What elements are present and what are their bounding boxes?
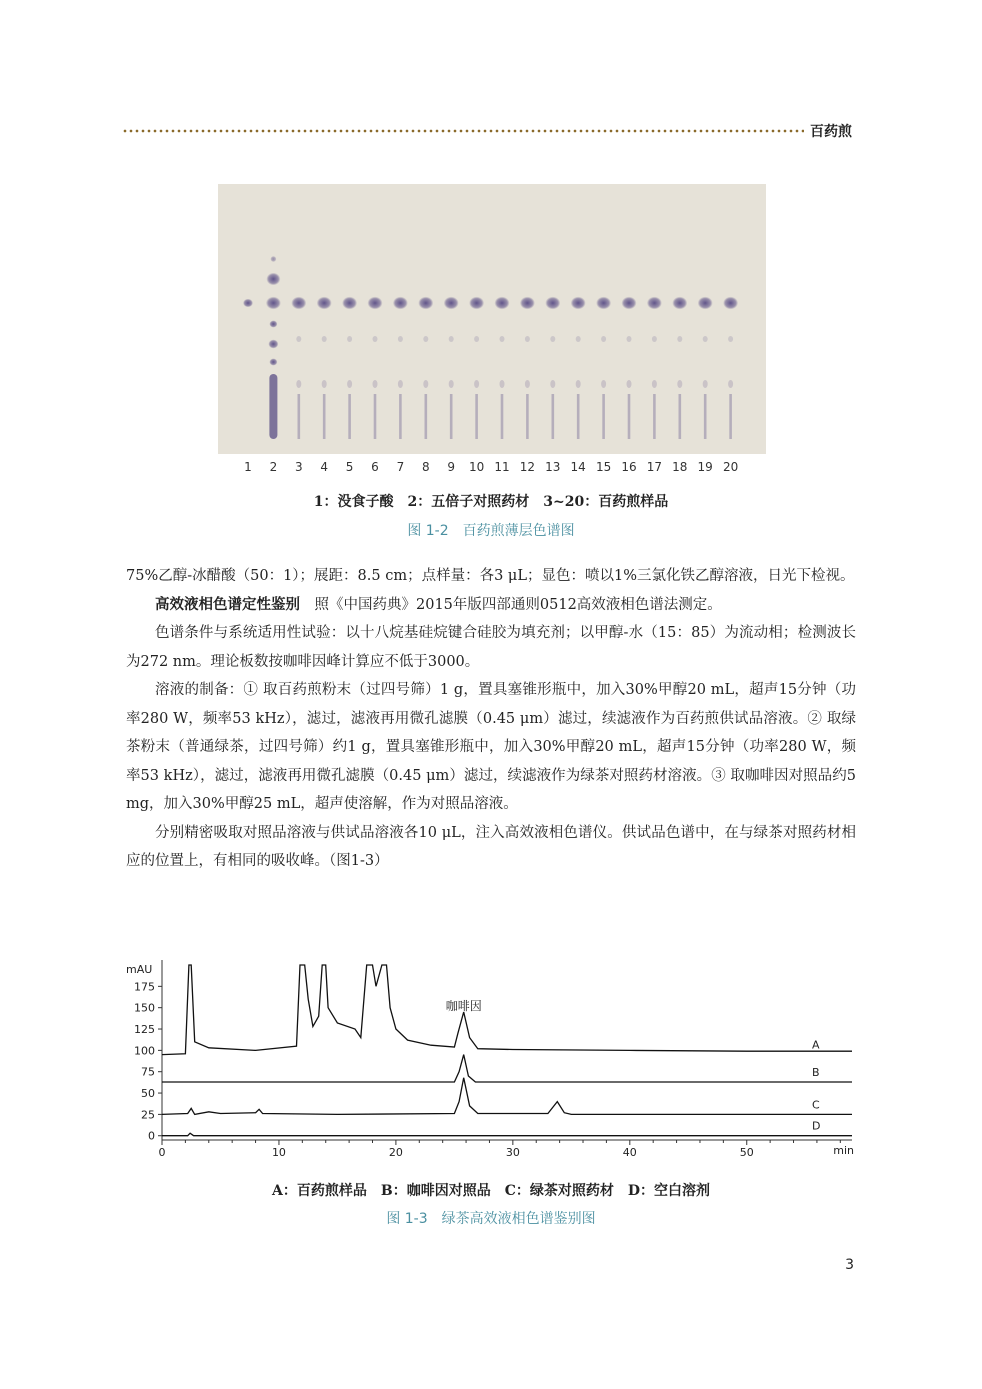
y-tick-label: 100: [134, 1044, 155, 1058]
tlc-streak: [704, 394, 707, 439]
lane-number: 4: [320, 460, 329, 474]
tlc-spot: [647, 297, 662, 310]
tlc-spot: [627, 380, 632, 388]
tlc-streak: [602, 394, 605, 439]
tlc-spot: [520, 297, 535, 310]
tlc-spot: [398, 336, 403, 342]
x-tick-label: 0: [158, 1146, 166, 1159]
tlc-spot: [398, 380, 403, 388]
lane-number: 20: [722, 460, 739, 474]
figure1-title: 图 1-2 百药煎薄层色谱图: [407, 523, 575, 539]
x-axis-label: min: [833, 1144, 854, 1157]
y-tick-label: 25: [141, 1108, 155, 1122]
tlc-spot: [270, 256, 276, 262]
tlc-streak: [628, 394, 631, 439]
tlc-plate: [218, 184, 766, 454]
tlc-spot: [627, 336, 632, 342]
y-tick-label: 50: [141, 1087, 155, 1101]
tlc-spot: [550, 380, 555, 388]
tlc-spot: [545, 297, 560, 310]
lane-number: 9: [447, 460, 456, 474]
paragraph-text: 照《中国药典》2015年版四部通则0512高效液相色谱法测定。: [300, 596, 722, 613]
tlc-spot: [601, 380, 606, 388]
x-tick-label: 20: [388, 1146, 403, 1159]
lane-number: 2: [269, 460, 278, 474]
tlc-spot: [393, 297, 408, 310]
lane-number: 13: [545, 460, 561, 474]
tlc-spot: [576, 380, 581, 388]
tlc-spot: [703, 380, 708, 388]
tlc-spot: [423, 380, 428, 388]
tlc-spot: [525, 380, 530, 388]
paragraph: [126, 591, 856, 620]
y-tick-label: 150: [134, 1001, 155, 1015]
tlc-streak: [374, 394, 377, 439]
lane-number: 11: [494, 460, 510, 474]
body-text: [126, 562, 856, 876]
tlc-spot: [243, 299, 253, 308]
tlc-spot: [728, 336, 733, 342]
lane-number: 12: [519, 460, 536, 474]
figure2-title: 图 1-3 绿茶高效液相色谱鉴别图: [386, 1211, 596, 1227]
tlc-spot: [347, 380, 352, 388]
tlc-spot: [500, 380, 505, 388]
hplc-chart: [120, 955, 865, 1170]
hplc-chromatogram: [120, 955, 865, 1170]
figure2-legend: A：百药煎样品 B：咖啡因对照品 C：绿茶对照药材 D：空白溶剂: [272, 1183, 710, 1199]
tlc-streak: [298, 394, 301, 439]
tlc-spot: [550, 336, 555, 342]
lane-number: 19: [697, 460, 713, 474]
tlc-streak: [552, 394, 555, 439]
tlc-streak: [501, 394, 504, 439]
tlc-spot: [601, 336, 606, 342]
series-label-C: C: [812, 1098, 820, 1112]
tlc-spot: [322, 336, 327, 342]
lane-number: 5: [345, 460, 354, 474]
series-line-B: [162, 1055, 852, 1082]
tlc-spot: [444, 297, 459, 310]
tlc-streak: [653, 394, 656, 439]
tlc-spot: [474, 380, 479, 388]
y-tick-label: 125: [134, 1023, 155, 1037]
lane-number: 14: [570, 460, 586, 474]
tlc-spot: [677, 380, 682, 388]
y-axis-label: mAU: [126, 963, 153, 976]
tlc-spot: [672, 297, 687, 310]
tlc-streak: [729, 394, 732, 439]
tlc-spot: [373, 380, 378, 388]
series-label-D: D: [812, 1119, 821, 1133]
tlc-spot: [500, 336, 505, 342]
tlc-streak: [348, 394, 351, 439]
series-label-A: A: [812, 1038, 820, 1052]
tlc-spot: [698, 297, 713, 310]
lane-number: 18: [672, 460, 688, 474]
tlc-spot: [474, 336, 479, 342]
plate-background: [218, 184, 766, 454]
tlc-spot: [469, 297, 484, 310]
y-tick-label: 175: [134, 980, 155, 994]
y-tick-label: 0: [148, 1129, 155, 1143]
series-line-A: [162, 965, 852, 1055]
series-line-C: [162, 1078, 852, 1115]
tlc-streak: [679, 394, 682, 439]
tlc-spot: [296, 380, 301, 388]
tlc-streak: [399, 394, 402, 439]
header-divider: [122, 129, 804, 133]
tlc-spot: [368, 297, 383, 310]
page-number: 3: [845, 1257, 854, 1273]
tlc-streak: [425, 394, 428, 439]
tlc-spot: [571, 297, 586, 310]
tlc-spot: [576, 336, 581, 342]
tlc-spot: [269, 358, 277, 365]
lane-number: 1: [244, 460, 252, 474]
lane-number: 3: [294, 460, 303, 474]
tlc-spot: [449, 380, 454, 388]
paragraph: 75%乙醇-冰醋酸（50：1）；展距：8.5 cm；点样量：各3 μL；显色：喷以1%三氯化铁乙醇溶液，日光下检视。: [126, 568, 855, 584]
tlc-streak: [475, 394, 478, 439]
paragraph: 色谱条件与系统适用性试验：以十八烷基硅烷键合硅胶为填充剂；以甲醇-水（15：85）为流动相；检测波长为272 nm。理论板数按咖啡因峰计算应不低于3000。: [126, 625, 856, 670]
lane-number: 7: [396, 460, 405, 474]
tlc-spot: [703, 336, 708, 342]
y-tick-label: 75: [141, 1065, 155, 1079]
tlc-spot: [268, 340, 278, 349]
tlc-spot: [418, 297, 433, 310]
paragraph: 分别精密吸取对照品溶液与供试品溶液各10 μL，注入高效液相色谱仪。供试品色谱中，在与绿茶对照药材相应的位置上，有相同的吸收峰。（图1-3）: [126, 824, 856, 869]
tlc-spot: [596, 297, 611, 310]
lane-number: 8: [421, 460, 430, 474]
tlc-spot: [622, 297, 637, 310]
x-tick-label: 10: [271, 1146, 286, 1159]
tlc-streak: [577, 394, 580, 439]
tlc-spot: [677, 336, 682, 342]
series-line-D: [162, 1133, 852, 1136]
tlc-streak: [526, 394, 529, 439]
series-label-B: B: [812, 1065, 820, 1079]
tlc-spot: [652, 336, 657, 342]
running-header: 百药煎: [810, 124, 852, 140]
tlc-spot: [525, 336, 530, 342]
tlc-spot: [652, 380, 657, 388]
tlc-spot: [423, 336, 428, 342]
tlc-spot: [723, 297, 738, 310]
lane-number: 16: [621, 460, 637, 474]
x-tick-label: 30: [505, 1146, 520, 1159]
paragraph: 溶液的制备：① 取百药煎粉末（过四号筛）1 g，置具塞锥形瓶中，加入30%甲醇20 mL，超声15分钟（功率280 W，频率53 kHz），滤过，滤液再用微孔滤膜（0.45 μm）滤过，续滤液作为百药煎供试品溶液。② 取绿茶粉末（普通绿茶，过四号筛）约1 g，置具塞锥形瓶中，加入30%甲醇20 mL，超声15分钟（功率280 W，频率53 kHz），滤过，滤液再用微孔滤膜（0.45 μm）滤过，续滤液作为绿茶对照药材溶液。③ 取咖啡因对照品约5 mg，加入30%甲醇25 mL，超声使溶解，作为对照品溶液。: [126, 682, 856, 812]
x-tick-label: 40: [622, 1146, 637, 1159]
lane-number: 10: [468, 460, 485, 474]
lane-number: 6: [371, 460, 379, 474]
tlc-spot: [269, 320, 277, 327]
figure1-legend: 1：没食子酸 2：五倍子对照药材 3~20：百药煎样品: [313, 494, 669, 510]
tlc-spot: [291, 297, 306, 310]
tlc-spot: [342, 297, 357, 310]
lane-numbers: [218, 460, 766, 478]
tlc-streak: [450, 394, 453, 439]
tlc-spot: [296, 336, 301, 342]
tlc-spot: [266, 297, 281, 310]
x-tick-label: 50: [739, 1146, 754, 1159]
tlc-lane-1: [243, 299, 253, 308]
lane-number: 15: [595, 460, 612, 474]
tlc-spot: [373, 336, 378, 342]
peak-annotation: 咖啡因: [445, 998, 482, 1013]
tlc-streak: [269, 374, 277, 439]
tlc-plate-photo: [218, 184, 766, 454]
section-heading: 高效液相色谱定性鉴别: [155, 595, 300, 613]
tlc-spot: [495, 297, 510, 310]
lane-number: 17: [646, 460, 663, 474]
tlc-spot: [728, 380, 733, 388]
tlc-spot: [347, 336, 352, 342]
tlc-spot: [266, 273, 280, 286]
tlc-spot: [317, 297, 332, 310]
tlc-spot: [449, 336, 454, 342]
tlc-spot: [322, 380, 327, 388]
tlc-streak: [323, 394, 326, 439]
